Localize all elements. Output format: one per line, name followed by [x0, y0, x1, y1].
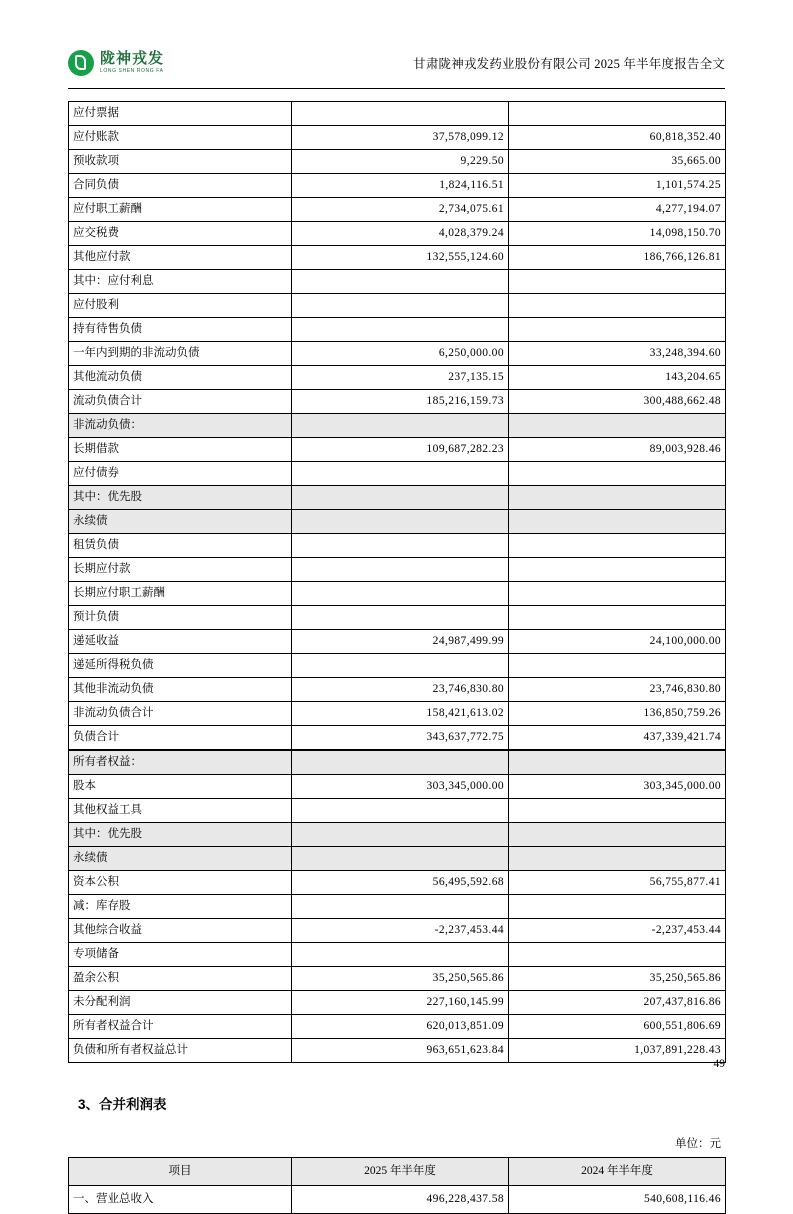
row-value-prior: 1,101,574.25	[509, 174, 726, 198]
table-row	[69, 726, 726, 750]
income-statement-table	[68, 1157, 726, 1214]
column-header-prior: 2024 年半年度	[509, 1158, 726, 1186]
table-row	[69, 1039, 726, 1063]
table-row	[69, 823, 726, 847]
row-label: 应付股利	[69, 294, 292, 318]
row-value-current	[292, 606, 509, 630]
row-label: 一、营业总收入	[69, 1186, 292, 1214]
row-label: 递延收益	[69, 630, 292, 654]
row-value-current	[292, 534, 509, 558]
row-value-current: 496,228,437.58	[292, 1186, 509, 1214]
row-label: 长期应付职工薪酬	[69, 582, 292, 606]
row-label: 应交税费	[69, 222, 292, 246]
row-value-current	[292, 799, 509, 823]
column-header-item: 项目	[69, 1158, 292, 1186]
row-value-prior	[509, 510, 726, 534]
row-value-prior	[509, 414, 726, 438]
row-value-current	[292, 943, 509, 967]
row-value-prior	[509, 102, 726, 126]
table-header-row	[69, 1158, 726, 1186]
table-row	[69, 919, 726, 943]
row-label: 其他应付款	[69, 246, 292, 270]
table-row	[69, 1015, 726, 1039]
row-value-prior: 207,437,816.86	[509, 991, 726, 1015]
row-value-prior: 89,003,928.46	[509, 438, 726, 462]
table-row	[69, 991, 726, 1015]
row-label: 应付账款	[69, 126, 292, 150]
row-value-prior: 136,850,759.26	[509, 702, 726, 726]
row-value-prior	[509, 895, 726, 919]
row-value-current	[292, 654, 509, 678]
row-value-current: 9,229.50	[292, 150, 509, 174]
row-value-prior	[509, 751, 726, 775]
row-value-prior: 23,746,830.80	[509, 678, 726, 702]
row-value-current: 620,013,851.09	[292, 1015, 509, 1039]
row-value-current: 237,135.15	[292, 366, 509, 390]
row-value-current: 6,250,000.00	[292, 342, 509, 366]
row-value-current	[292, 270, 509, 294]
row-label: 永续债	[69, 510, 292, 534]
logo-mark-icon	[68, 50, 94, 76]
table-row	[69, 1186, 726, 1214]
row-label: 其中：优先股	[69, 823, 292, 847]
row-value-prior	[509, 462, 726, 486]
row-label: 预收款项	[69, 150, 292, 174]
company-logo	[68, 50, 164, 76]
row-label: 所有者权益合计	[69, 1015, 292, 1039]
row-value-prior	[509, 534, 726, 558]
row-value-current	[292, 294, 509, 318]
row-value-prior	[509, 654, 726, 678]
unit-label: 单位：元	[675, 1138, 721, 1150]
row-value-prior	[509, 486, 726, 510]
table-row	[69, 582, 726, 606]
table-row	[69, 126, 726, 150]
row-value-current: 963,651,623.84	[292, 1039, 509, 1063]
table-row	[69, 318, 726, 342]
row-value-prior: 303,345,000.00	[509, 775, 726, 799]
row-value-prior: -2,237,453.44	[509, 919, 726, 943]
logo-chinese-name: 陇神戎发	[100, 51, 165, 67]
row-value-prior: 300,488,662.48	[509, 390, 726, 414]
table-row	[69, 198, 726, 222]
header-divider	[68, 88, 725, 89]
row-value-prior	[509, 294, 726, 318]
table-row	[69, 871, 726, 895]
row-value-prior: 437,339,421.74	[509, 726, 726, 750]
row-value-prior: 24,100,000.00	[509, 630, 726, 654]
table-row	[69, 438, 726, 462]
table-row	[69, 102, 726, 126]
row-value-current	[292, 751, 509, 775]
row-label: 非流动负债合计	[69, 702, 292, 726]
table-row	[69, 246, 726, 270]
row-value-current: 109,687,282.23	[292, 438, 509, 462]
row-value-current: 23,746,830.80	[292, 678, 509, 702]
column-header-current: 2025 年半年度	[292, 1158, 509, 1186]
row-value-current	[292, 318, 509, 342]
row-label: 租赁负债	[69, 534, 292, 558]
row-value-prior	[509, 318, 726, 342]
row-value-prior: 56,755,877.41	[509, 871, 726, 895]
row-value-current	[292, 102, 509, 126]
row-label: 负债合计	[69, 726, 292, 750]
row-label: 一年内到期的非流动负债	[69, 342, 292, 366]
income-statement-heading: 3、合并利润表	[78, 1097, 167, 1112]
table-row	[69, 366, 726, 390]
row-label: 专项储备	[69, 943, 292, 967]
row-value-prior	[509, 943, 726, 967]
page-number: 49	[713, 1058, 725, 1070]
table-row	[69, 606, 726, 630]
table-row	[69, 702, 726, 726]
equity-table	[68, 750, 726, 1063]
table-row	[69, 847, 726, 871]
row-value-prior	[509, 558, 726, 582]
row-value-prior	[509, 799, 726, 823]
row-label: 股本	[69, 775, 292, 799]
row-label: 其中：应付利息	[69, 270, 292, 294]
table-row	[69, 294, 726, 318]
row-value-prior	[509, 582, 726, 606]
row-value-current: 24,987,499.99	[292, 630, 509, 654]
row-label: 应付职工薪酬	[69, 198, 292, 222]
row-value-current: 343,637,772.75	[292, 726, 509, 750]
table-row	[69, 775, 726, 799]
row-label: 递延所得税负债	[69, 654, 292, 678]
row-value-current: 158,421,613.02	[292, 702, 509, 726]
row-value-current: 2,734,075.61	[292, 198, 509, 222]
row-value-current	[292, 414, 509, 438]
row-value-prior: 540,608,116.46	[509, 1186, 726, 1214]
table-row	[69, 558, 726, 582]
row-value-current: 56,495,592.68	[292, 871, 509, 895]
row-label: 盈余公积	[69, 967, 292, 991]
balance-sheet-table	[68, 101, 726, 750]
page-header	[68, 40, 725, 86]
row-value-current: 1,824,116.51	[292, 174, 509, 198]
row-value-prior	[509, 847, 726, 871]
row-value-current: 185,216,159.73	[292, 390, 509, 414]
table-row	[69, 270, 726, 294]
row-value-prior: 14,098,150.70	[509, 222, 726, 246]
row-value-current	[292, 510, 509, 534]
table-row	[69, 390, 726, 414]
row-label: 持有待售负债	[69, 318, 292, 342]
table-row	[69, 150, 726, 174]
row-value-current	[292, 582, 509, 606]
row-value-prior: 600,551,806.69	[509, 1015, 726, 1039]
row-value-prior: 186,766,126.81	[509, 246, 726, 270]
row-label: 应付债券	[69, 462, 292, 486]
row-value-prior: 1,037,891,228.43	[509, 1039, 726, 1063]
table-row	[69, 943, 726, 967]
row-value-current: -2,237,453.44	[292, 919, 509, 943]
table-row	[69, 630, 726, 654]
table-row	[69, 342, 726, 366]
row-value-prior: 35,665.00	[509, 150, 726, 174]
logo-english-name: LONG SHEN RONG FA	[100, 68, 164, 74]
row-value-current	[292, 558, 509, 582]
row-value-prior	[509, 270, 726, 294]
row-value-prior	[509, 823, 726, 847]
row-label: 长期借款	[69, 438, 292, 462]
table-row	[69, 678, 726, 702]
table-row	[69, 967, 726, 991]
row-label: 未分配利润	[69, 991, 292, 1015]
row-label: 应付票据	[69, 102, 292, 126]
table-row	[69, 222, 726, 246]
row-label: 预计负债	[69, 606, 292, 630]
row-value-prior: 33,248,394.60	[509, 342, 726, 366]
table-row	[69, 174, 726, 198]
row-value-prior: 4,277,194.07	[509, 198, 726, 222]
row-label: 资本公积	[69, 871, 292, 895]
row-label: 非流动负债：	[69, 414, 292, 438]
row-value-prior: 60,818,352.40	[509, 126, 726, 150]
row-label: 其他非流动负债	[69, 678, 292, 702]
report-title: 甘肃陇神戎发药业股份有限公司 2025 年半年度报告全文	[413, 57, 725, 71]
row-value-current: 303,345,000.00	[292, 775, 509, 799]
row-value-prior: 35,250,565.86	[509, 967, 726, 991]
row-value-current	[292, 462, 509, 486]
logo-text	[100, 52, 164, 74]
row-value-current	[292, 847, 509, 871]
row-value-prior: 143,204.65	[509, 366, 726, 390]
row-label: 其他流动负债	[69, 366, 292, 390]
row-label: 合同负债	[69, 174, 292, 198]
table-row	[69, 510, 726, 534]
row-value-current: 35,250,565.86	[292, 967, 509, 991]
table-row	[69, 486, 726, 510]
row-value-current	[292, 486, 509, 510]
row-label: 长期应付款	[69, 558, 292, 582]
row-value-current	[292, 895, 509, 919]
table-row	[69, 462, 726, 486]
row-label: 其中：优先股	[69, 486, 292, 510]
table-row	[69, 751, 726, 775]
row-label: 负债和所有者权益总计	[69, 1039, 292, 1063]
row-value-current	[292, 823, 509, 847]
row-label: 流动负债合计	[69, 390, 292, 414]
row-value-current: 132,555,124.60	[292, 246, 509, 270]
row-label: 其他权益工具	[69, 799, 292, 823]
row-label: 其他综合收益	[69, 919, 292, 943]
row-value-prior	[509, 606, 726, 630]
table-row	[69, 414, 726, 438]
table-row	[69, 895, 726, 919]
table-row	[69, 534, 726, 558]
table-row	[69, 799, 726, 823]
row-label: 所有者权益：	[69, 751, 292, 775]
row-label: 永续债	[69, 847, 292, 871]
row-label: 减：库存股	[69, 895, 292, 919]
table-row	[69, 654, 726, 678]
row-value-current: 227,160,145.99	[292, 991, 509, 1015]
row-value-current: 37,578,099.12	[292, 126, 509, 150]
row-value-current: 4,028,379.24	[292, 222, 509, 246]
